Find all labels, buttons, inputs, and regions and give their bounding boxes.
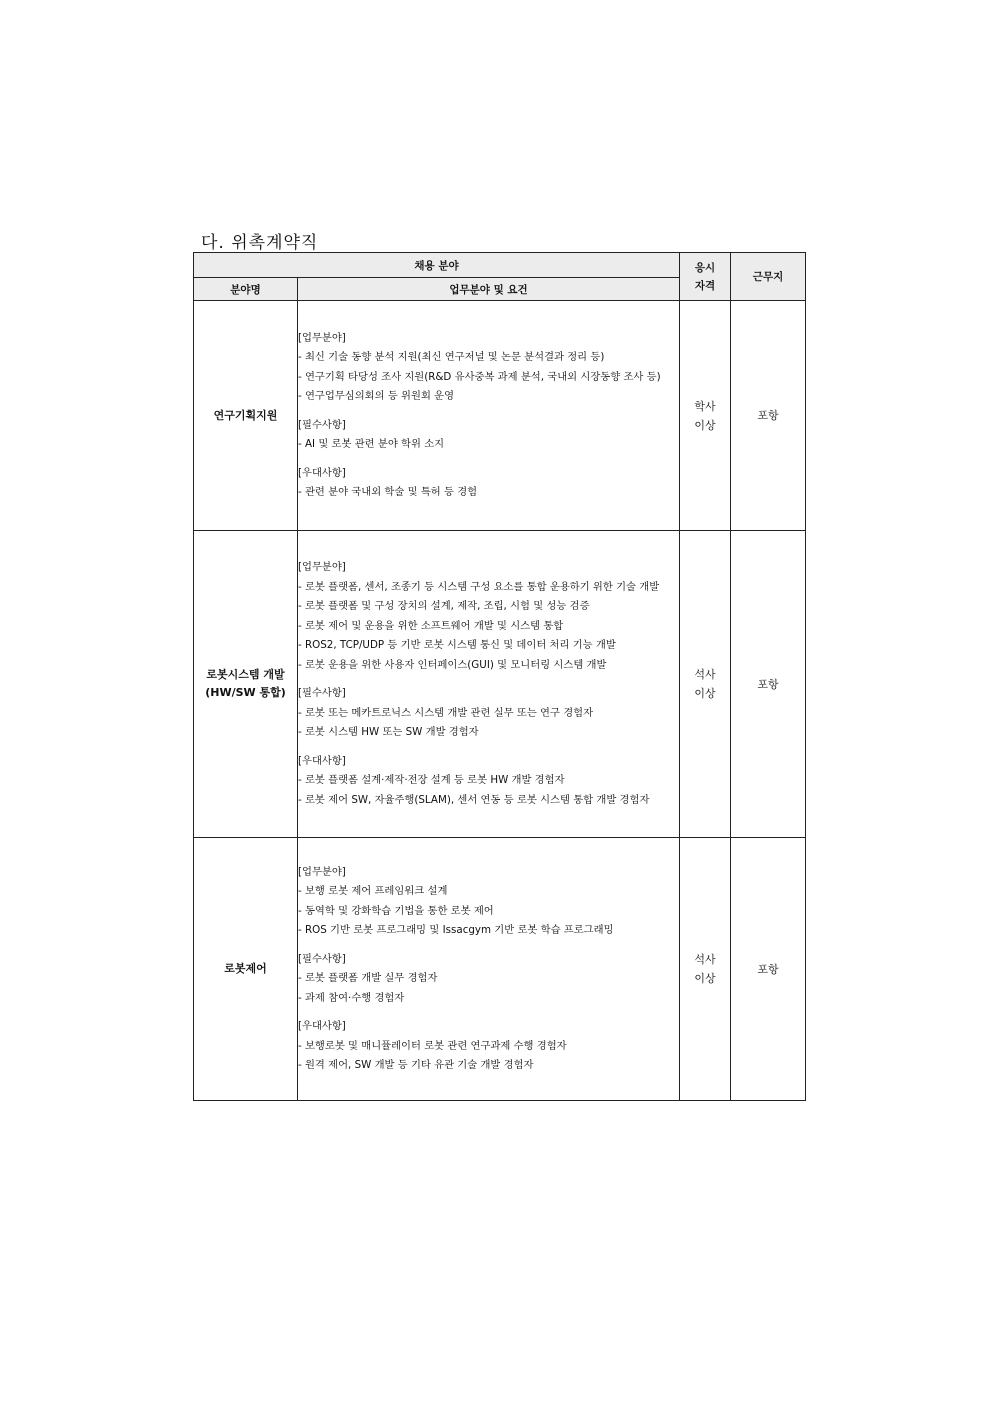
field-name-line: 로봇시스템 개발 (206, 668, 285, 681)
requirement-item: - 로봇 플랫폼, 센서, 조종기 등 시스템 구성 요소를 통합 운용하기 위한 기술 개발 (298, 580, 660, 593)
header-qualification-line: 자격 (694, 279, 716, 292)
field-name-line: 연구기획지원 (213, 408, 278, 422)
requirement-item: - AI 및 로봇 관련 분야 학위 소지 (298, 438, 445, 450)
header-duties: 업무분야 및 요건 (298, 278, 680, 301)
requirement-item: - 로봇 플랫폼 개발 실무 경험자 (298, 972, 438, 984)
requirement-item: - 과제 참여·수행 경험자 (298, 991, 405, 1004)
requirement-group-heading: [필수사항] (298, 952, 346, 965)
requirement-group-heading: [우대사항] (298, 1020, 346, 1032)
duties-cell (298, 301, 680, 531)
header-qualification (680, 253, 731, 301)
recruitment-table (193, 252, 806, 1101)
qualification-line: 이상 (694, 418, 716, 432)
header-location: 근무지 (731, 253, 806, 301)
requirement-item: - 로봇 플랫폼 및 구성 장치의 설계, 제작, 조립, 시험 및 성능 검증 (298, 600, 590, 612)
requirement-item: - 로봇 제어 및 운용을 위한 소프트웨어 개발 및 시스템 통합 (298, 619, 564, 632)
location-cell: 포항 (731, 301, 806, 531)
section-title: 다. 위촉계약직 (201, 233, 319, 253)
requirement-group-heading: [우대사항] (298, 754, 346, 767)
requirement-group-heading: [필수사항] (298, 687, 346, 699)
requirement-item: - 연구업무심의회의 등 위원회 운영 (298, 390, 455, 402)
field-name-cell (194, 301, 298, 531)
header-field-name: 분야명 (194, 278, 298, 301)
requirement-group-heading: [업무분야] (298, 865, 346, 878)
requirement-item: - ROS2, TCP/UDP 등 기반 로봇 시스템 통신 및 데이터 처리 기능 개발 (298, 639, 616, 651)
requirement-item: - 보행로봇 및 매니퓰레이터 로봇 관련 연구과제 수행 경험자 (298, 1039, 567, 1052)
qualification-line: 이상 (694, 687, 716, 700)
requirement-item: - ROS 기반 로봇 프로그래밍 및 Issacgym 기반 로봇 학습 프로그래밍 (298, 924, 614, 936)
qualification-cell (680, 301, 731, 531)
header-recruit-field: 채용 분야 (194, 253, 680, 278)
field-name-line: (HW/SW 통합) (205, 686, 286, 699)
field-name-cell (194, 531, 298, 838)
location-cell: 포항 (731, 838, 806, 1101)
requirement-item: - 로봇 플랫폼 설계·제작·전장 설계 등 로봇 HW 개발 경험자 (298, 774, 565, 786)
requirement-item: - 보행 로봇 제어 프레임워크 설계 (298, 885, 448, 897)
requirement-item: - 연구기획 타당성 조사 지원(R&D 유사중복 과제 분석, 국내외 시장동향 조사 등) (298, 370, 661, 383)
requirement-item: - 최신 기술 동향 분석 지원(최신 연구저널 및 논문 분석결과 정리 등) (298, 351, 605, 363)
duties-cell (298, 531, 680, 838)
requirement-item: - 동역학 및 강화학습 기법을 통한 로봇 제어 (298, 904, 494, 917)
requirement-item: - 원격 제어, SW 개발 등 기타 유관 기술 개발 경험자 (298, 1059, 534, 1071)
qualification-cell (680, 838, 731, 1101)
field-name-cell (194, 838, 298, 1101)
requirement-group-heading: [필수사항] (298, 418, 346, 431)
requirement-item: - 관련 분야 국내외 학술 및 특허 등 경험 (298, 486, 478, 498)
header-qualification-line: 응시 (694, 261, 716, 274)
qualification-line: 석사 (694, 953, 716, 966)
requirement-item: - 로봇 시스템 HW 또는 SW 개발 경험자 (298, 726, 479, 738)
qualification-cell (680, 531, 731, 838)
table-row (194, 838, 806, 1101)
qualification-line: 학사 (694, 399, 716, 413)
requirement-item: - 로봇 제어 SW, 자율주행(SLAM), 센서 연동 등 로봇 시스템 통합 개발 경험자 (298, 793, 650, 806)
requirement-group-heading: [업무분야] (298, 561, 346, 573)
table-row (194, 531, 806, 838)
table-row (194, 301, 806, 531)
requirement-group-heading: [우대사항] (298, 466, 346, 479)
duties-cell (298, 838, 680, 1101)
requirement-group-heading: [업무분야] (298, 331, 346, 344)
location-cell: 포항 (731, 531, 806, 838)
requirement-item: - 로봇 또는 메카트로닉스 시스템 개발 관련 실무 또는 연구 경험자 (298, 706, 594, 719)
requirement-item: - 로봇 운용을 위한 사용자 인터페이스(GUI) 및 모니터링 시스템 개발 (298, 658, 607, 671)
field-name-line: 로봇제어 (224, 962, 267, 975)
qualification-line: 이상 (694, 972, 716, 985)
qualification-line: 석사 (694, 668, 716, 681)
